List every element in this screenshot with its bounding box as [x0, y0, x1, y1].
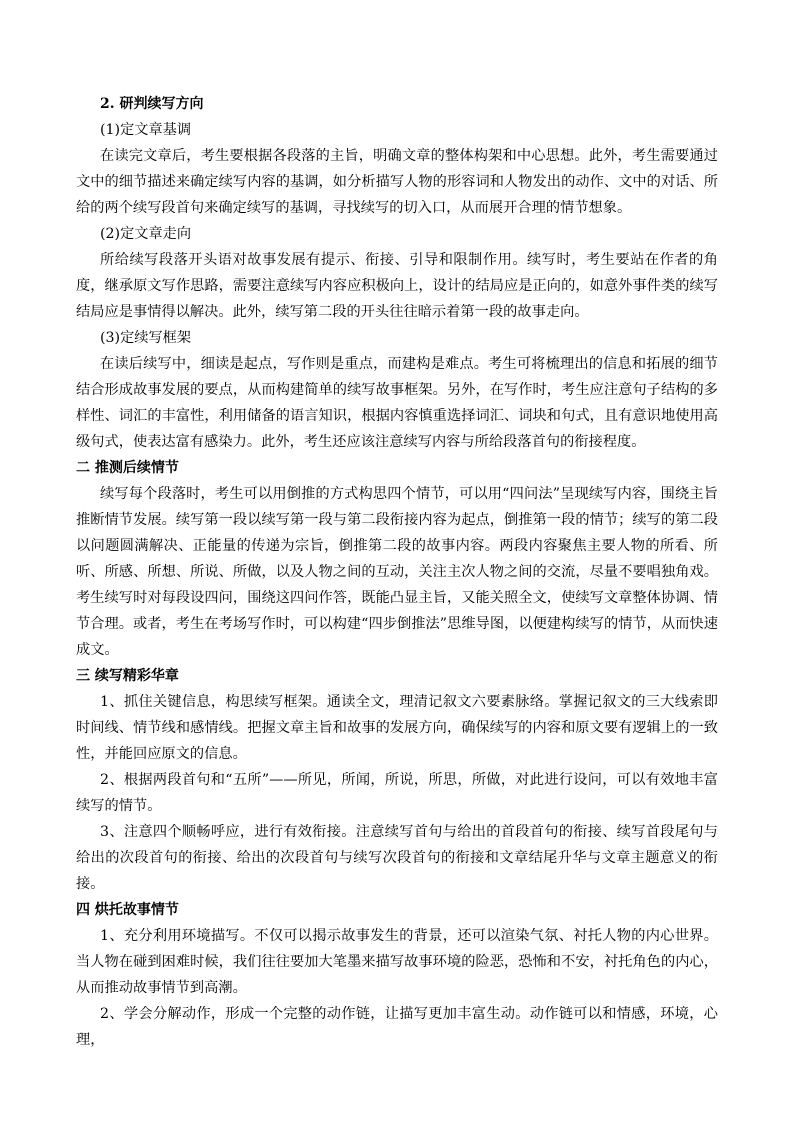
subheading-framework: (3)定续写框架 — [100, 330, 192, 346]
paragraph-direction: 所给续写段落开头语对故事发展有提示、衔接、引导和限制作用。续写时，考生要站在作者的角度，继承原文写作思路，需要注意续写内容应积极向上，设计的结局应是正向的，如意外事件类的续写结局应是事情得以解决。此外，续写第二段的开头往往暗示着第一段的故事走向。 — [76, 252, 718, 320]
paragraph-environment: 1、充分利用环境描写。不仅可以揭示故事发生的背景，还可以渲染气氛、衬托人物的内心世界。当人物在碰到困难时候，我们往往要加大笔墨来描写故事环境的险恶，恐怖和不安，衬托角色的内心，从而推动故事情节到高潮。 — [76, 928, 718, 996]
subheading-tone: (1)定文章基调 — [100, 122, 192, 138]
subheading-direction: (2)定文章走向 — [100, 226, 192, 242]
section-heading-wonderful-writing: 三 续写精彩华章 — [76, 668, 179, 684]
paragraph-cohesion: 3、注意四个顺畅呼应，进行有效衔接。注意续写首句与给出的首段首句的衔接、续写首段尾句与给出的次段首句的衔接、给出的次段首句与续写次段首句的衔接和文章结尾升华与文章主题意义的衔接。 — [76, 824, 718, 892]
paragraph-action-chain: 2、学会分解动作，形成一个完整的动作链，让描写更加丰富生动。动作链可以和情感，环境，心理， — [76, 1006, 718, 1048]
section-heading-research-direction: 2. 研判续写方向 — [100, 96, 204, 112]
section-heading-infer-plot: 二 推测后续情节 — [76, 460, 179, 476]
paragraph-key-info: 1、抓住关键信息，构思续写框架。通读全文，理清记叙文六要素脉络。掌握记叙文的三大线索即时间线、情节线和感情线。把握文章主旨和故事的发展方向，确保续写的内容和原文要有逻辑上的一致性，并能回应原文的信息。 — [76, 694, 718, 762]
paragraph-five-questions: 2、根据两段首句和“五所”——所见，所闻，所说，所思，所做，对此进行设问，可以有效地丰富续写的情节。 — [76, 772, 718, 814]
paragraph-framework: 在读后续写中，细读是起点，写作则是重点，而建构是难点。考生可将梳理出的信息和拓展的细节结合形成故事发展的要点，从而构建简单的续写故事框架。另外，在写作时，考生应注意句子结构的多样性、词汇的丰富性，利用储备的语言知识，根据内容慎重选择词汇、词块和句式，且有意识地使用高级句式，使表达富有感染力。此外，考生还应该注意续写内容与所给段落首句的衔接程度。 — [76, 356, 718, 450]
document-body — [76, 91, 718, 1053]
paragraph-tone: 在读完文章后，考生要根据各段落的主旨，明确文章的整体构架和中心思想。此外，考生需要通过文中的细节描述来确定续写内容的基调，如分析描写人物的形容词和人物发出的动作、文中的对话、所给的两个续写段首句来确定续写的基调，寻找续写的切入口，从而展开合理的情节想象。 — [76, 148, 718, 216]
section-heading-set-off-plot: 四 烘托故事情节 — [76, 902, 179, 918]
paragraph-infer-plot: 续写每个段落时，考生可以用倒推的方式构思四个情节，可以用“四问法”呈现续写内容，围绕主旨推断情节发展。续写第一段以续写第一段与第二段衔接内容为起点，倒推第一段的情节；续写的第二段以问题圆满解决、正能量的传递为宗旨，倒推第二段的故事内容。两段内容聚焦主要人物的所看、所听、所感、所想、所说、所做，以及人物之间的互动，关注主次人物之间的交流，尽量不要唱独角戏。考生续写时对每段设四问，围绕这四问作答，既能凸显主旨，又能关照全文，使续写文章整体协调、情节合理。或者，考生在考场写作时，可以构建“四步倒推法”思维导图，以便建构续写的情节，从而快速成文。 — [76, 486, 718, 658]
